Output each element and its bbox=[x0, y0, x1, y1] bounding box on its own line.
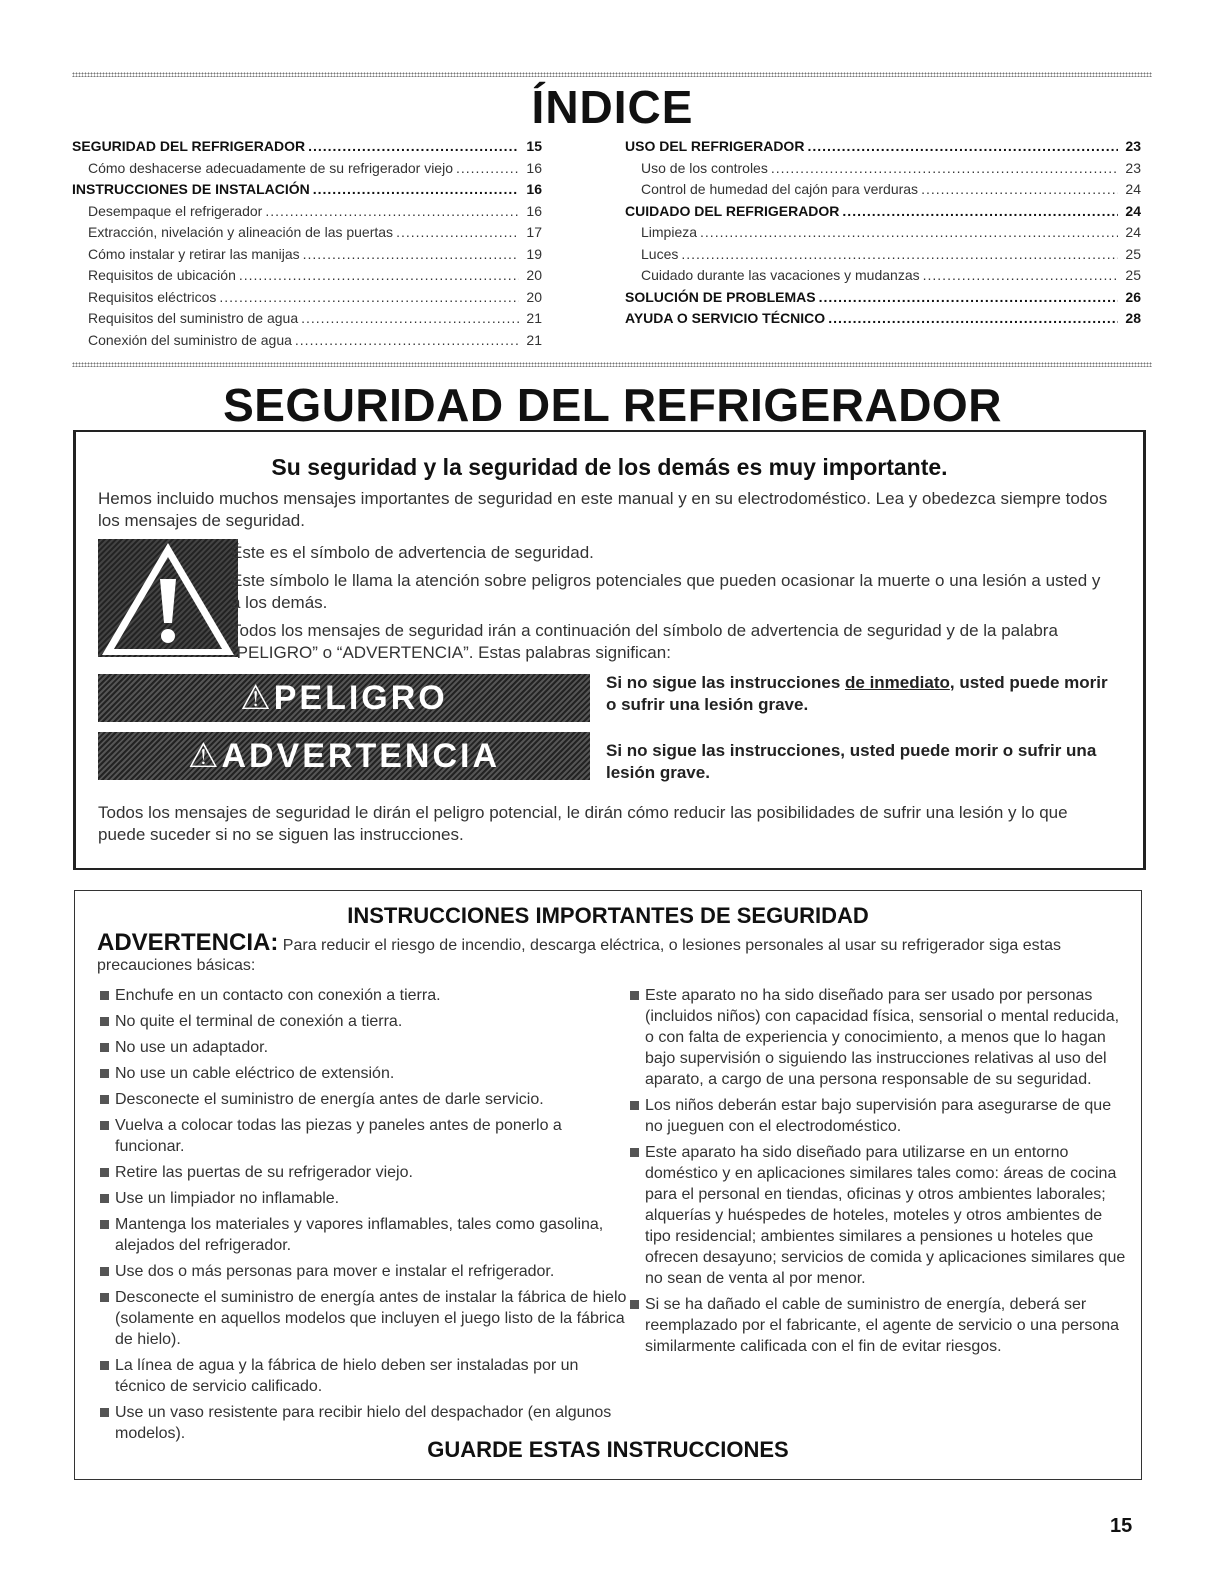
toc-leader-dots bbox=[301, 310, 519, 326]
toc-entry bbox=[72, 160, 542, 182]
toc-entry-page: 24 bbox=[1125, 224, 1141, 240]
toc-entry-page: 21 bbox=[526, 310, 542, 326]
toc-leader-dots bbox=[219, 289, 519, 305]
toc-entry bbox=[625, 160, 1141, 182]
toc-entry bbox=[625, 138, 1141, 160]
toc-entry bbox=[625, 181, 1141, 203]
toc-bottom-divider bbox=[72, 362, 1152, 367]
toc-entry bbox=[625, 246, 1141, 268]
toc-entry-label: SEGURIDAD DEL REFRIGERADOR bbox=[72, 138, 306, 154]
toc-entry-page: 20 bbox=[526, 267, 542, 283]
warning-label: ADVERTENCIA: bbox=[97, 929, 279, 956]
precaution-item: Retire las puertas de su refrigerador viejo. bbox=[97, 1162, 627, 1183]
section-title: SEGURIDAD DEL REFRIGERADOR bbox=[223, 379, 1002, 431]
toc-entry-page: 26 bbox=[1125, 288, 1141, 305]
toc-entry bbox=[72, 203, 542, 225]
toc-entry-label: Requisitos del suministro de agua bbox=[88, 310, 299, 326]
toc-leader-dots bbox=[303, 246, 519, 262]
advertencia-label: ⚠ADVERTENCIA bbox=[187, 737, 501, 775]
warning-line bbox=[97, 929, 1127, 976]
toc-leader-dots bbox=[842, 203, 1118, 219]
toc-leader-dots bbox=[807, 138, 1118, 154]
toc-entry-page: 16 bbox=[526, 202, 542, 219]
advertencia-text: Si no sigue las instrucciones, usted puede morir o sufrir una lesión grave. bbox=[606, 741, 1097, 782]
toc-entry bbox=[72, 138, 542, 160]
toc-leader-dots bbox=[771, 160, 1118, 176]
toc-entry-page: 21 bbox=[526, 331, 542, 348]
instructions-left-column bbox=[97, 985, 627, 1449]
precaution-item: Use un limpiador no inflamable. bbox=[97, 1188, 627, 1209]
advertencia-bar bbox=[98, 732, 590, 780]
instructions-heading: INSTRUCCIONES IMPORTANTES DE SEGURIDAD bbox=[347, 903, 869, 928]
toc-entry bbox=[625, 289, 1141, 311]
precaution-item: No use un adaptador. bbox=[97, 1037, 627, 1058]
precaution-item: La línea de agua y la fábrica de hielo deben ser instaladas por un técnico de servicio calificado. bbox=[97, 1355, 627, 1397]
precaution-item: Use un vaso resistente para recibir hielo del despachador (en algunos modelos). bbox=[97, 1402, 627, 1444]
toc-entry-page: 23 bbox=[1125, 138, 1141, 154]
toc-leader-dots bbox=[819, 289, 1118, 305]
toc-entry-page: 19 bbox=[526, 245, 542, 262]
precaution-item: Este aparato no ha sido diseñado para ser usado por personas (incluidos niños) con capacidad física, sensorial o mental reducida, o con falta de experiencia y conocimiento, a menos que lo hagan bajo supervisión o siguiendo las instrucciones relativas al uso del aparato, a cargo de una persona responsable de su seguridad. bbox=[627, 985, 1127, 1090]
toc-leader-dots bbox=[700, 224, 1118, 240]
toc-leader-dots bbox=[828, 310, 1118, 326]
peligro-bar bbox=[98, 674, 590, 722]
toc-entry-page: 24 bbox=[1125, 181, 1141, 197]
toc-entry bbox=[625, 224, 1141, 246]
toc-entry-label: Desempaque el refrigerador bbox=[88, 202, 263, 219]
toc-leader-dots bbox=[456, 160, 519, 176]
toc-entry-label: Requisitos de ubicación bbox=[88, 267, 236, 283]
toc-entry-page: 17 bbox=[526, 224, 542, 240]
toc-entry bbox=[625, 203, 1141, 225]
instructions-box bbox=[74, 890, 1142, 1480]
toc-entry-page: 24 bbox=[1125, 202, 1141, 219]
instructions-right-column bbox=[627, 985, 1127, 1362]
precaution-item: Desconecte el suministro de energía antes de instalar la fábrica de hielo (solamente en aquellos modelos que incluyen el juego listo de la fábrica de hielo). bbox=[97, 1287, 627, 1350]
toc-leader-dots bbox=[308, 138, 519, 154]
toc-entry-label: Requisitos eléctricos bbox=[88, 288, 217, 305]
precaution-item: No use un cable eléctrico de extensión. bbox=[97, 1063, 627, 1084]
symbol-line-1: Éste es el símbolo de advertencia de seguridad. bbox=[231, 543, 594, 562]
toc-entry-label: Cuidado durante las vacaciones y mudanzas bbox=[641, 267, 920, 283]
toc-leader-dots bbox=[239, 267, 519, 283]
precaution-item: No quite el terminal de conexión a tierra. bbox=[97, 1011, 627, 1032]
warning-text: Para reducir el riesgo de incendio, descarga eléctrica, o lesiones personales al usar su refrigerador siga estas precauciones básicas: bbox=[97, 937, 1061, 974]
toc-entry-page: 16 bbox=[526, 159, 542, 176]
toc-entry-label: Extracción, nivelación y alineación de las puertas bbox=[88, 224, 394, 240]
toc-entry-page: 16 bbox=[526, 181, 542, 197]
toc-entry bbox=[72, 310, 542, 332]
toc-entry-label: Control de humedad del cajón para verduras bbox=[641, 181, 919, 197]
toc-leader-dots bbox=[681, 246, 1118, 262]
precaution-item: Desconecte el suministro de energía antes de darle servicio. bbox=[97, 1089, 627, 1110]
save-instructions: GUARDE ESTAS INSTRUCCIONES bbox=[427, 1437, 789, 1462]
peligro-label: ⚠PELIGRO bbox=[240, 679, 448, 717]
toc-title: ÍNDICE bbox=[531, 81, 694, 133]
precaution-item: Los niños deberán estar bajo supervisión para asegurarse de que no jueguen con el electrodoméstico. bbox=[627, 1095, 1127, 1137]
toc-entry bbox=[72, 267, 542, 289]
toc-entry-page: 28 bbox=[1125, 310, 1141, 326]
precaution-item: Enchufe en un contacto con conexión a tierra. bbox=[97, 985, 627, 1006]
toc-leader-dots bbox=[265, 203, 519, 219]
peligro-text: Si no sigue las instrucciones de inmediato, usted puede morir o sufrir una lesión grave. bbox=[606, 673, 1108, 714]
warning-triangle-icon bbox=[98, 539, 238, 657]
toc-leader-dots bbox=[923, 267, 1118, 283]
safety-heading: Su seguridad y la seguridad de los demás es muy importante. bbox=[271, 454, 948, 480]
toc-entry-page: 20 bbox=[526, 288, 542, 305]
toc-entry bbox=[72, 332, 542, 354]
toc-right-column bbox=[625, 138, 1141, 332]
precaution-item: Vuelva a colocar todas las piezas y paneles antes de ponerlo a funcionar. bbox=[97, 1115, 627, 1157]
toc-entry-page: 25 bbox=[1125, 267, 1141, 283]
toc-leader-dots bbox=[921, 181, 1118, 197]
toc-entry-label: SOLUCIÓN DE PROBLEMAS bbox=[625, 288, 816, 305]
toc-entry-page: 23 bbox=[1125, 159, 1141, 176]
toc-leader-dots bbox=[295, 332, 519, 348]
toc-leader-dots bbox=[313, 181, 519, 197]
safety-box bbox=[73, 430, 1146, 870]
toc-entry-label: AYUDA O SERVICIO TÉCNICO bbox=[625, 310, 826, 326]
toc-entry bbox=[72, 246, 542, 268]
toc-entry bbox=[72, 224, 542, 246]
toc-entry bbox=[625, 310, 1141, 332]
toc-entry bbox=[625, 267, 1141, 289]
precaution-item: Mantenga los materiales y vapores inflamables, tales como gasolina, alejados del refrigerador. bbox=[97, 1214, 627, 1256]
precaution-item: Este aparato ha sido diseñado para utilizarse en un entorno doméstico y en aplicaciones similares tales como: áreas de cocina para el personal en tiendas, oficinas y otros ambientes laborales; alquerías y huéspedes de hoteles, moteles y otros ambientes de tipo residencial; ambientes similares a pensiones u hoteles que ofrecen desayuno; servicios de comida y aplicaciones similares que no sean de venta al por menor. bbox=[627, 1142, 1127, 1289]
toc-entry-label: Limpieza bbox=[641, 224, 698, 240]
toc-entry-label: Luces bbox=[641, 245, 679, 262]
toc-entry bbox=[72, 181, 542, 203]
toc-entry-label: USO DEL REFRIGERADOR bbox=[625, 138, 805, 154]
toc-entry bbox=[72, 289, 542, 311]
toc-entry-label: INSTRUCCIONES DE INSTALACIÓN bbox=[72, 181, 310, 197]
symbol-line-2: Este símbolo le llama la atención sobre peligros potenciales que pueden ocasionar la muerte o una lesión a usted y a los demás. bbox=[231, 571, 1101, 612]
precaution-item: Use dos o más personas para mover e instalar el refrigerador. bbox=[97, 1261, 627, 1282]
toc-entry-label: Uso de los controles bbox=[641, 159, 768, 176]
symbol-line-3: Todos los mensajes de seguridad irán a continuación del símbolo de advertencia de seguridad y de la palabra “PELIGRO” o “ADVERTENCIA”. Estas palabras significan: bbox=[231, 621, 1058, 662]
top-divider bbox=[72, 72, 1152, 77]
safety-intro: Hemos incluido muchos mensajes importantes de seguridad en este manual y en su electrodoméstico. Lea y obedezca siempre todos los mensajes de seguridad. bbox=[98, 489, 1108, 530]
toc-left-column bbox=[72, 138, 542, 353]
toc-entry-page: 25 bbox=[1125, 245, 1141, 262]
page-number: 15 bbox=[1110, 1515, 1133, 1537]
toc-leader-dots bbox=[396, 224, 519, 240]
toc-entry-label: Cómo deshacerse adecuadamente de su refrigerador viejo bbox=[88, 159, 453, 176]
toc-entry-label: Cómo instalar y retirar las manijas bbox=[88, 245, 300, 262]
toc-entry-label: Conexión del suministro de agua bbox=[88, 331, 292, 348]
symbol-explanation bbox=[231, 542, 1111, 670]
toc-entry-page: 15 bbox=[526, 138, 542, 154]
safety-outro: Todos los mensajes de seguridad le dirán el peligro potencial, le dirán cómo reducir las posibilidades de sufrir una lesión y lo que puede suceder si no se siguen las instrucciones. bbox=[98, 803, 1068, 844]
precaution-item: Si se ha dañado el cable de suministro de energía, deberá ser reemplazado por el fabricante, el agente de servicio o una persona similarmente calificada con el fin de evitar riesgos. bbox=[627, 1294, 1127, 1357]
toc-entry-label: CUIDADO DEL REFRIGERADOR bbox=[625, 202, 840, 219]
